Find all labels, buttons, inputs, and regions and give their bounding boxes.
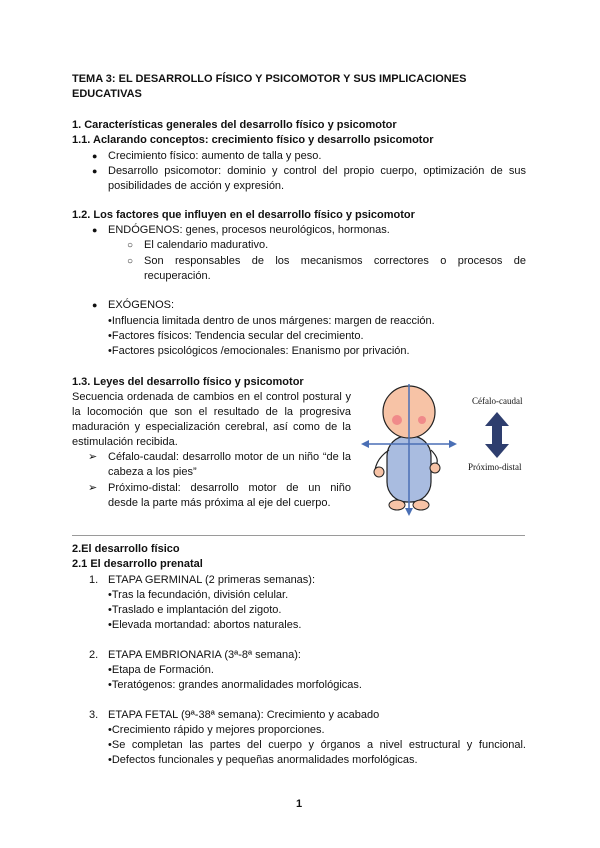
ley-proximo-distal: Próximo-distal: desarrollo motor de un niño <box>108 482 351 494</box>
endogenos-label: ENDÓGENOS: genes, procesos neurológicos, hormonas. <box>108 224 390 236</box>
stage-germinal-item: •Elevada mortandad: abortos naturales. <box>108 619 302 631</box>
arrow-bullet-icon: ➢ <box>88 482 98 494</box>
stage-germinal-title: ETAPA GERMINAL (2 primeras semanas): <box>108 574 316 586</box>
figure-label-proximo-distal: Próximo-distal <box>468 462 522 472</box>
sub-bullet-circle: ○ <box>127 256 134 267</box>
endogenos-item-1: El calendario madurativo. <box>144 239 269 251</box>
double-arrow-icon <box>485 412 509 458</box>
exogenos-item-1: •Influencia limitada dentro de unos márgenes: margen de reacción. <box>108 315 435 327</box>
ley-cefalo-caudal-cont: cabeza a los pies” <box>108 466 197 478</box>
stage-embrionaria-item: •Teratógenos: grandes anormalidades morfológicas. <box>108 679 362 691</box>
stage-number: 2. <box>89 649 99 661</box>
leyes-para-line2: la locomoción que son el resultado de la progresiva <box>72 406 351 418</box>
stage-fetal-item: •Se completan las partes del cuerpo y órganos a nivel estructural y funcional. <box>108 739 526 751</box>
stage-fetal-item: •Crecimiento rápido y mejores proporciones. <box>108 724 325 736</box>
stage-germinal-item: •Tras la fecundación, división celular. <box>108 589 289 601</box>
section-1-heading: 1. Características generales del desarrollo físico y psicomotor <box>72 119 397 131</box>
leyes-para-line1: Secuencia ordenada de cambios en el control postural y <box>72 391 351 403</box>
bullet-desarrollo-psicomotor-cont: posibilidades de acción y expresión. <box>108 180 285 192</box>
section-1-1-heading: 1.1. Aclarando conceptos: crecimiento físico y desarrollo psicomotor <box>72 134 434 146</box>
ley-cefalo-caudal: Céfalo-caudal: desarrollo motor de un niño “de la <box>108 451 351 463</box>
leyes-para-line4: estimulación recibida. <box>72 436 178 448</box>
stage-germinal-item: •Traslado e implantación del zigoto. <box>108 604 282 616</box>
page-number: 1 <box>296 798 303 810</box>
bullet-dot: ● <box>92 300 98 310</box>
bullet-dot: ● <box>92 166 98 176</box>
section-2-heading: 2.El desarrollo físico <box>72 543 180 555</box>
doc-title-line1: TEMA 3: EL DESARROLLO FÍSICO Y PSICOMOTOR Y SUS IMPLICACIONES <box>72 73 467 85</box>
exogenos-label: EXÓGENOS: <box>108 299 175 311</box>
stage-number: 1. <box>89 574 99 586</box>
endogenos-item-2-cont: recuperación. <box>144 270 211 282</box>
bullet-desarrollo-psicomotor: Desarrollo psicomotor: dominio y control del propio cuerpo, optimización de sus <box>108 165 526 177</box>
horizontal-divider <box>72 535 525 536</box>
axis-arrows <box>361 384 457 516</box>
stage-embrionaria-item: •Etapa de Formación. <box>108 664 214 676</box>
stage-fetal-title: ETAPA FETAL (9ª-38ª semana): Crecimiento y acabado <box>108 709 380 721</box>
stage-number: 3. <box>89 709 99 721</box>
endogenos-item-2: Son responsables de los mecanismos correctores o procesos de <box>144 255 526 267</box>
leyes-para-line3: maduración y especialización cerebral, así como de la <box>72 421 351 433</box>
section-1-2-heading: 1.2. Los factores que influyen en el desarrollo físico y psicomotor <box>72 209 415 221</box>
section-1-3-heading: 1.3. Leyes del desarrollo físico y psicomotor <box>72 376 304 388</box>
bullet-dot: ● <box>92 225 98 235</box>
stage-embrionaria-title: ETAPA EMBRIONARIA (3ª-8ª semana): <box>108 649 301 661</box>
section-2-1-heading: 2.1 El desarrollo prenatal <box>72 558 203 570</box>
doc-title-line2: EDUCATIVAS <box>72 88 142 100</box>
ley-proximo-distal-cont: desde la parte más próxima al eje del cuerpo. <box>108 497 331 509</box>
bullet-dot: ● <box>92 151 98 161</box>
child-illustration <box>374 386 440 510</box>
stage-fetal-item: •Defectos funcionales y pequeñas anormalidades morfológicas. <box>108 754 418 766</box>
arrow-bullet-icon: ➢ <box>88 451 98 463</box>
exogenos-item-2: •Factores físicos: Tendencia secular del crecimiento. <box>108 330 364 342</box>
exogenos-item-3: •Factores psicológicos /emocionales: Enanismo por privación. <box>108 345 410 357</box>
sub-bullet-circle: ○ <box>127 240 134 251</box>
bullet-crecimiento: Crecimiento físico: aumento de talla y peso. <box>108 150 322 162</box>
figure-label-cefalo-caudal: Céfalo-caudal <box>472 396 523 406</box>
